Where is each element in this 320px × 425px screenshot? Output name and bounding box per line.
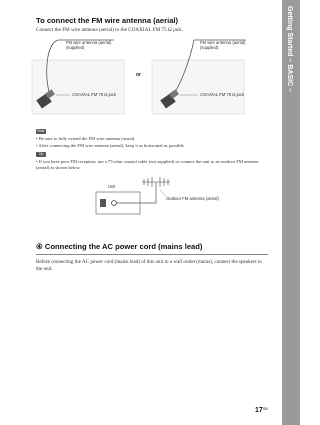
left-antenna-label-line2: (supplied): [66, 45, 85, 50]
tip-badge: Tip: [36, 152, 46, 157]
outdoor-antenna-diagram: [90, 176, 240, 226]
antenna-connection-diagram: [24, 34, 264, 124]
page-number-value: 17: [255, 407, 263, 414]
section-intro: Connect the FM wire antenna (aerial) to the COAXIAL FM 75 Ω jack.: [36, 27, 184, 33]
tip-item-1: • If you have poor FM reception, use a 75-ohm coaxial cable (not supplied) to connect the unit to an outdoor FM antenna (aerial) as shown below.: [36, 159, 259, 170]
section2-divider: [36, 254, 268, 255]
section2-heading: ④ Connecting the AC power cord (mains lead): [36, 242, 203, 251]
left-panel: [32, 40, 124, 114]
right-panel: [152, 40, 246, 114]
page-number-suffix: GB: [262, 407, 268, 411]
right-jack-label: COAXIAL FM 75 Ω jack: [200, 92, 244, 97]
note-item-1: • Be sure to fully extend the FM wire antenna (aerial).: [36, 136, 136, 141]
section-heading: To connect the FM wire antenna (aerial): [36, 16, 179, 25]
right-antenna-label-line1: FM wire antenna (aerial): [200, 40, 246, 45]
left-antenna-label-line1: FM wire antenna (aerial): [66, 40, 112, 45]
or-label: or: [136, 72, 141, 78]
unit-label: Unit: [108, 184, 116, 189]
right-antenna-label-line2: (supplied): [200, 45, 219, 50]
note-badge: Note: [37, 129, 45, 133]
section2-body: Before connecting the AC power cord (mains lead) of this unit to a wall outlet (mains), connect the speakers to the unit.: [36, 259, 262, 272]
side-tab: [282, 0, 300, 425]
left-jack-label: COAXIAL FM 75 Ω jack: [72, 92, 116, 97]
left-unit-back-panel: [32, 60, 124, 114]
unit-jack-block: [100, 199, 106, 207]
page-number: [255, 407, 268, 414]
note-item-2: • After connecting the FM wire antenna (aerial), keep it as horizontal as possible.: [36, 143, 185, 148]
side-tab-label: Getting Started – BASIC –: [286, 6, 293, 92]
outdoor-antenna-label: Outdoor FM antenna (aerial): [166, 196, 219, 201]
